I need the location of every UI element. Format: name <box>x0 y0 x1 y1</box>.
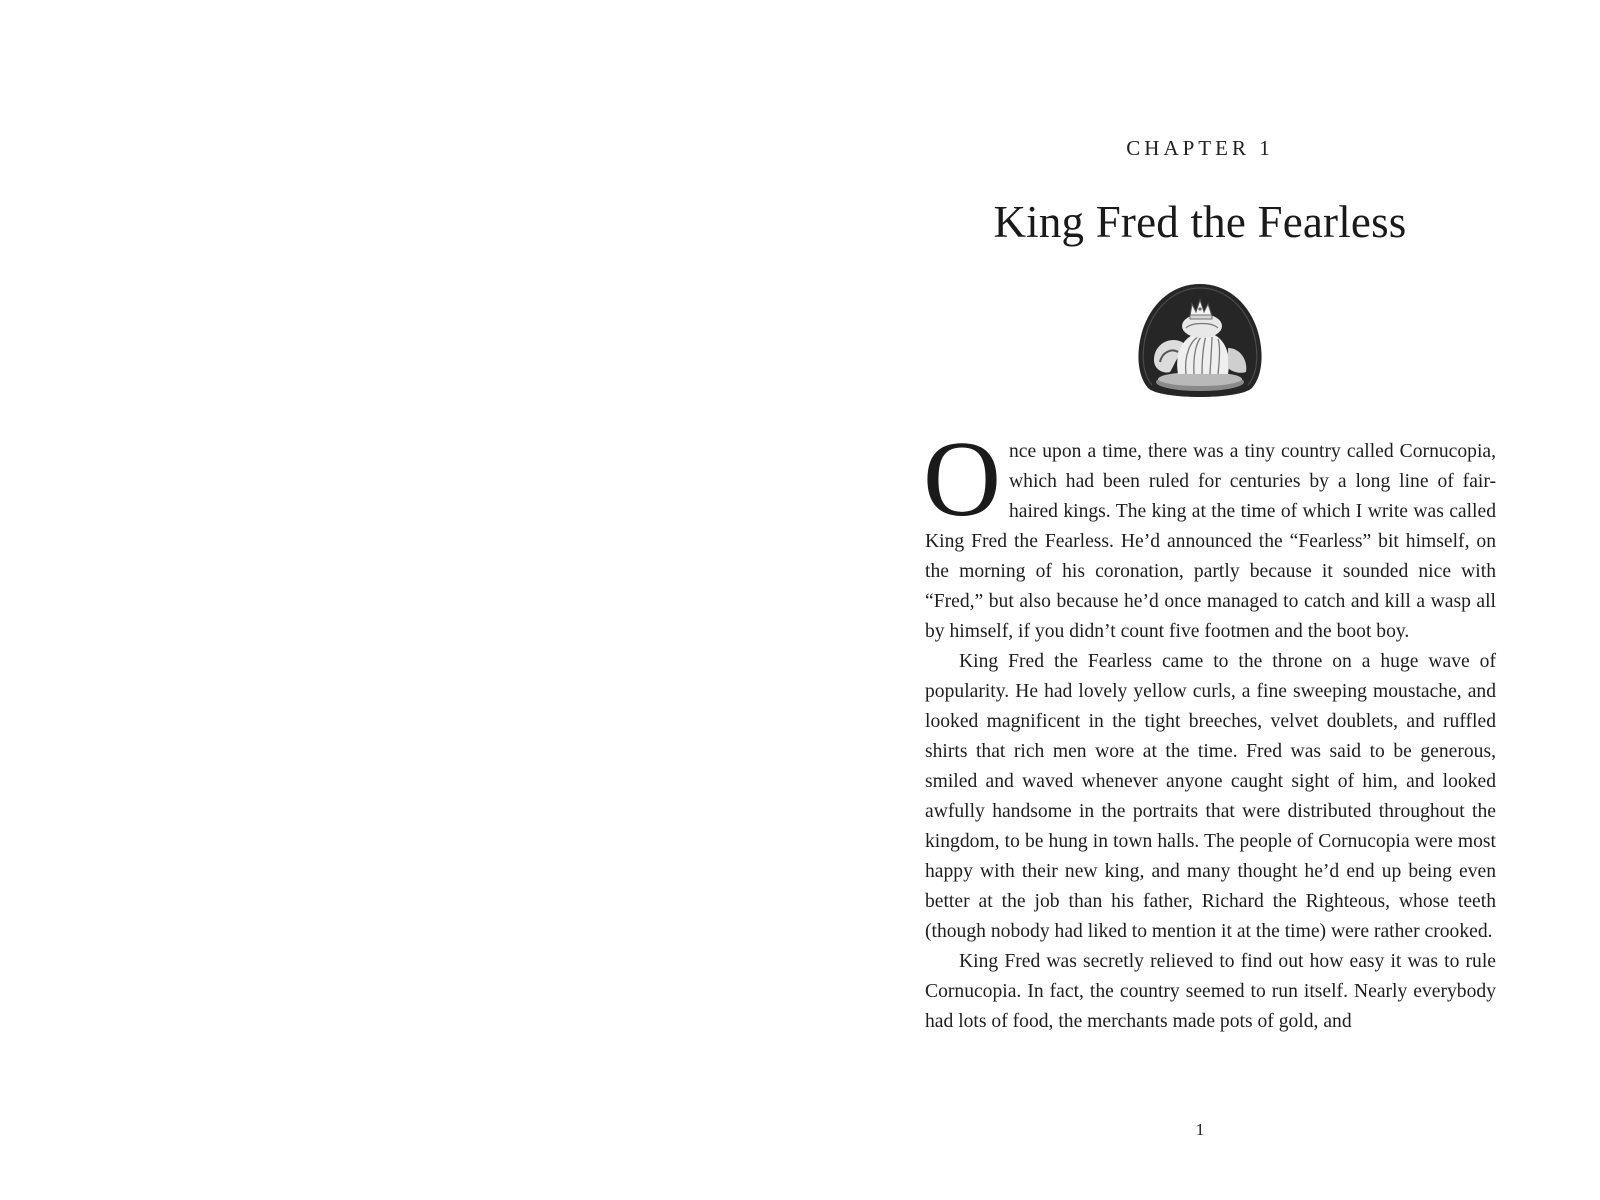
page-number: 1 <box>1195 1120 1205 1139</box>
drop-cap: O <box>923 420 1001 539</box>
chapter-title: King Fred the Fearless <box>993 197 1407 247</box>
right-page <box>800 0 1600 1200</box>
paragraph-2: King Fred the Fearless came to the throne on a huge wave of popularity. He had lovely yellow curls, a fine sweeping moustache, and looked magnificent in the tight breeches, velvet doublets, and ruffled shirts that rich men wore at the time. Fred was said to be generous, smiled and waved whenever anyone caught sight of him, and looked awfully handsome in the portraits that were distributed throughout the kingdom, to be hung in town halls. The people of Cornucopia were most happy with their new king, and many thought he’d end up being even better at the job than his father, Richard the Righteous, whose teeth (though nobody had liked to mention it at the time) were rather crooked. <box>925 651 1496 942</box>
paragraph-1 <box>923 420 1496 647</box>
crowned-figure-illustration-icon <box>1130 282 1270 402</box>
paragraph-3: King Fred was secretly relieved to find out how easy it was to rule Cornucopia. In fact, the country seemed to run itself. Nearly everybody had lots of food, the merchants made pots of gold, and <box>925 951 1496 1032</box>
chapter-label: CHAPTER 1 <box>1126 136 1274 160</box>
paragraph-1-text: nce upon a time, there was a tiny country called Cornucopia, which had been ruled for centuries by a long line of fair-haired kings. The king at the time of which I write was called King Fred the Fearless. He’d announced the “Fearless” bit himself, on the morning of his coronation, partly because it sounded nice with “Fred,” but also because he’d once managed to catch and kill a wasp all by himself, if you didn’t count five footmen and the boot boy. <box>925 441 1496 642</box>
chapter-body-text <box>923 420 1496 1037</box>
